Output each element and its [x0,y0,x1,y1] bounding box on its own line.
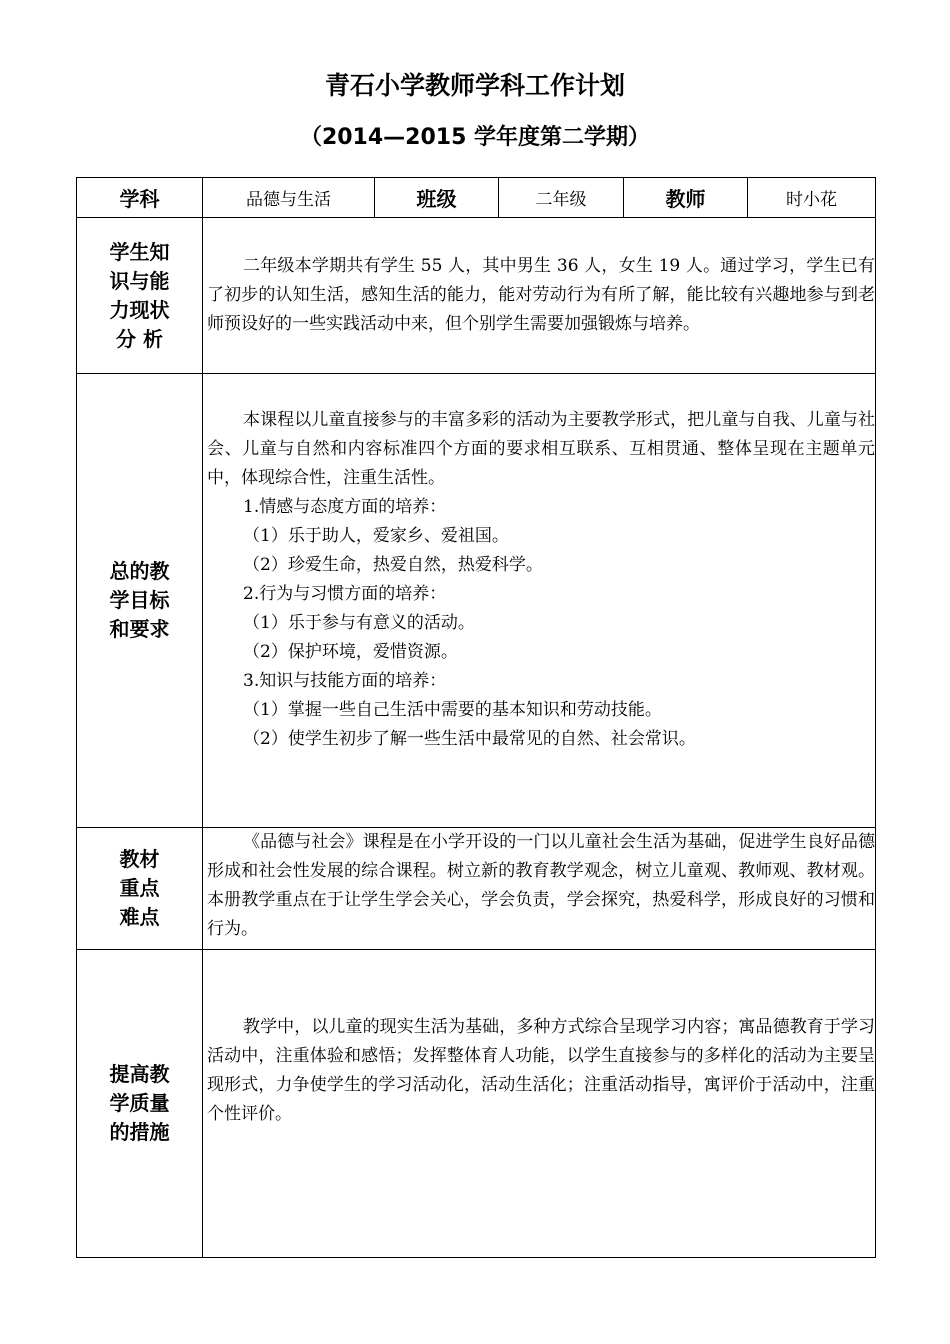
teacher-label: 教师 [624,178,748,218]
header-row [77,178,876,218]
measures-content [203,950,876,1258]
analysis-row [77,218,876,374]
goals-intro: 本课程以儿童直接参与的丰富多彩的活动为主要教学形式，把儿童与自我、儿童与社会、儿童与自然和内容标准四个方面的要求相互联系、互相贯通、整体呈现在主题单元中，体现综合性，注重生活性。 [207,410,875,488]
goals-item: （1）掌握一些自己生活中需要的基本知识和劳动技能。 [243,700,662,720]
class-label: 班级 [375,178,499,218]
measures-row [77,950,876,1258]
goals-item: （1）乐于助人，爱家乡、爱祖国。 [243,526,509,546]
measures-label: 提高教 学质量 的措施 [77,950,203,1258]
analysis-label: 学生知 识与能 力现状 分 析 [77,218,203,374]
class-value: 二年级 [499,178,624,218]
key-points-row [77,828,876,950]
goals-item: 2.行为与习惯方面的培养： [243,584,447,604]
teacher-value: 时小花 [748,178,876,218]
goals-content [203,374,876,828]
key-points-label: 教材 重点 难点 [77,828,203,950]
analysis-paragraph: 二年级本学期共有学生 55 人，其中男生 36 人，女生 19 人。通过学习，学生已有了初步的认知生活，感知生活的能力，能对劳动行为有所了解，能比较有兴趣地参与到老师预设好的一些实践活动中来，但个别学生需要加强锻炼与培养。 [207,256,875,334]
goals-item: 1.情感与态度方面的培养： [243,497,447,517]
goals-row [77,374,876,828]
measures-paragraph: 教学中，以儿童的现实生活为基础，多种方式综合呈现学习内容；寓品德教育于学习活动中，注重体验和感悟；发挥整体育人功能，以学生直接参与的多样化的活动为主要呈现形式，力争使学生的学习活动化，活动生活化；注重活动指导，寓评价于活动中，注重个性评价。 [207,1017,875,1124]
goals-label: 总的教 学目标 和要求 [77,374,203,828]
goals-item: （2）保护环境，爱惜资源。 [243,642,458,662]
key-points-paragraph: 《品德与社会》课程是在小学开设的一门以儿童社会生活为基础，促进学生良好品德形成和社会性发展的综合课程。树立新的教育教学观念，树立儿童观、教师观、教材观。 本册教学重点在于让学生学会关心，学会负责，学会探究，热爱科学，形成良好的习惯和行为。 [207,832,875,939]
key-points-content [203,828,876,950]
work-plan-table [76,177,876,1258]
goals-item: （1）乐于参与有意义的活动。 [243,613,475,633]
subject-value: 品德与生活 [203,178,375,218]
document-subtitle: （2014—2015 学年度第二学期） [299,125,651,150]
analysis-content [203,218,876,374]
goals-item: （2）珍爱生命，热爱自然，热爱科学。 [243,555,543,575]
goals-item: （2）使学生初步了解一些生活中最常见的自然、社会常识。 [243,729,696,749]
goals-item: 3.知识与技能方面的培养： [243,671,447,691]
subject-label: 学科 [77,178,203,218]
document-title: 青石小学教师学科工作计划 [324,71,625,100]
